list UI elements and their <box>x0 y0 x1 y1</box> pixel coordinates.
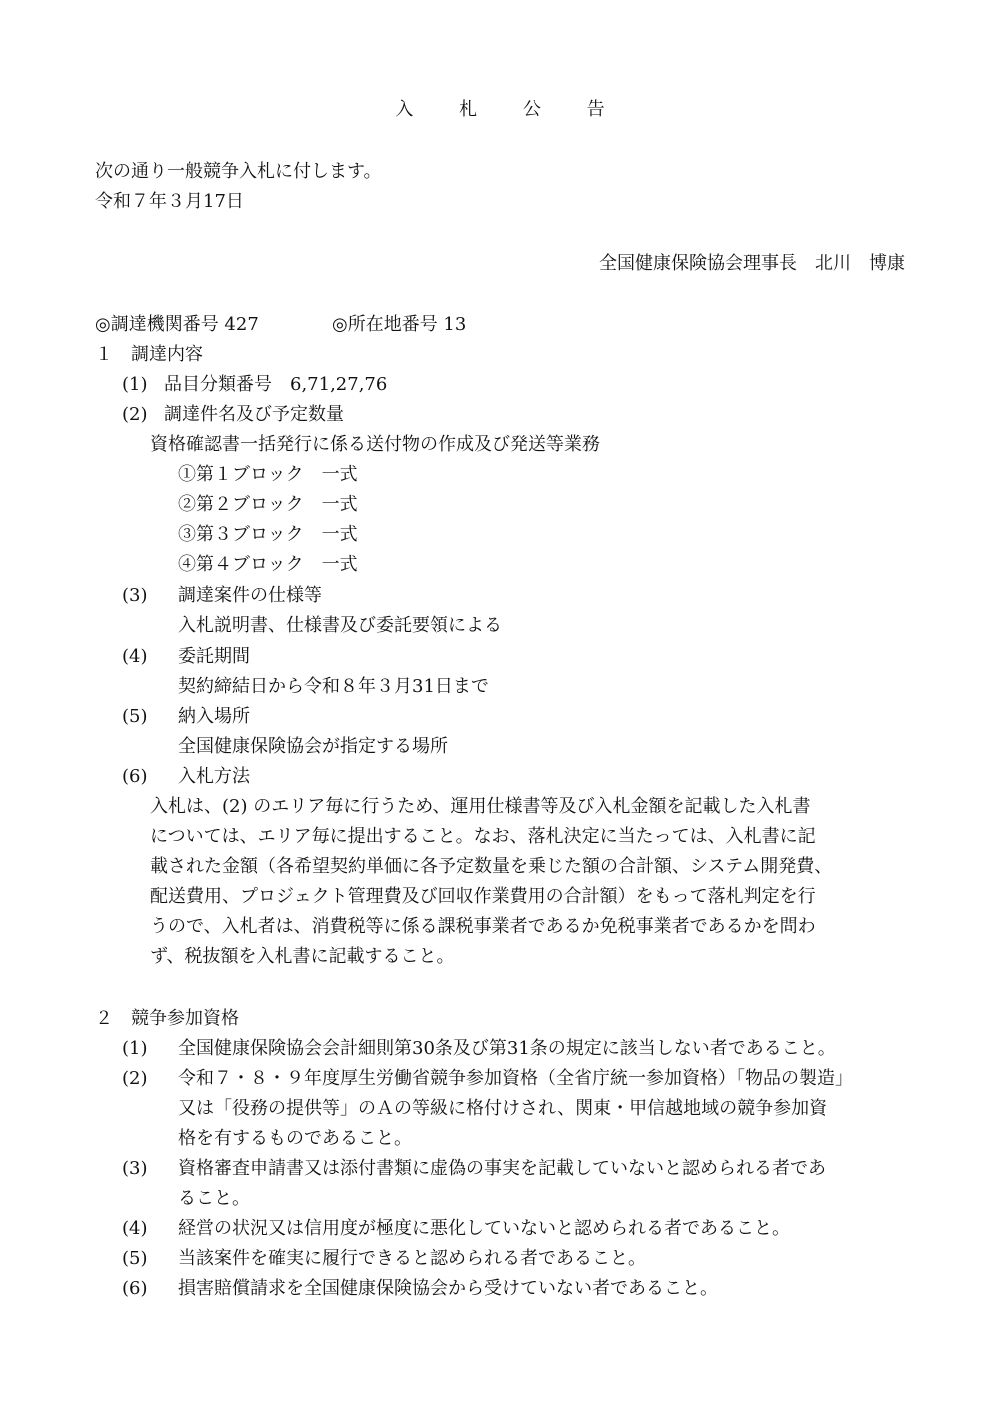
item-text: 資格審査申請書又は添付書類に虚偽の事実を記載していないと認められる者であ <box>178 1158 826 1179</box>
item-number: (6) <box>122 766 148 787</box>
section2-item5 <box>122 1247 646 1271</box>
item-text: 調達案件の仕様等 <box>178 585 322 606</box>
notice-date: 令和７年３月17日 <box>95 191 244 212</box>
issuer-name: 全国健康保険協会理事長 北川 博康 <box>599 253 905 274</box>
section2-item6 <box>122 1277 718 1301</box>
item-text: 経営の状況又は信用度が極度に悪化していないと認められる者であること。 <box>178 1218 790 1239</box>
item-number: (5) <box>122 706 148 727</box>
item-text: 損害賠償請求を全国健康保険協会から受けていない者であること。 <box>178 1278 718 1299</box>
item-text: 納入場所 <box>178 706 250 727</box>
item-text: 令和７・８・９年度厚生労働省競争参加資格（全省庁統一参加資格）「物品の製造」 <box>178 1068 853 1089</box>
paragraph-line: 載された金額（各希望契約単価に各予定数量を乗じた額の合計額、システム開発費、 <box>150 856 833 877</box>
item-number: (4) <box>122 1218 148 1239</box>
section1-item2 <box>122 403 344 427</box>
item-detail: 全国健康保険協会が指定する場所 <box>178 736 448 757</box>
item-text: 調達件名及び予定数量 <box>164 404 344 425</box>
section1-item1 <box>122 373 387 397</box>
block-item: ①第１ブロック 一式 <box>178 464 358 485</box>
item-number: (2) <box>122 1068 148 1089</box>
page-title: 入 札 公 告 <box>395 99 625 120</box>
item-continuation: 又は「役務の提供等」のＡの等級に格付けされ、関東・甲信越地域の競争参加資 <box>178 1098 828 1119</box>
section2-heading: ２ 競争参加資格 <box>95 1008 239 1029</box>
paragraph-line: 配送費用、プロジェクト管理費及び回収作業費用の合計額）をもって落札判定を行 <box>150 886 816 907</box>
section1-heading: １ 調達内容 <box>95 344 203 365</box>
block-item: ②第２ブロック 一式 <box>178 494 358 515</box>
item-detail: 入札説明書、仕様書及び委託要領による <box>178 615 502 636</box>
section2-item2 <box>122 1067 853 1091</box>
section1-item5 <box>122 705 250 729</box>
item-number: (1) <box>122 1038 148 1059</box>
section1-item4 <box>122 645 250 669</box>
paragraph-line: 入札は、(2) のエリア毎に行うため、運用仕様書等及び入札金額を記載した入札書 <box>150 796 811 817</box>
item-number: (4) <box>122 646 148 667</box>
section2-item3 <box>122 1157 826 1181</box>
item-text: 当該案件を確実に履行できると認められる者であること。 <box>178 1248 646 1269</box>
item-number: (5) <box>122 1248 148 1269</box>
agency-code: ◎調達機関番号 427 <box>95 314 259 335</box>
item-number: (6) <box>122 1278 148 1299</box>
section1-item3 <box>122 584 322 608</box>
section2-item4 <box>122 1217 790 1241</box>
item-continuation: ること。 <box>178 1188 250 1209</box>
item-text: 品目分類番号 6,71,27,76 <box>164 374 388 395</box>
location-code: ◎所在地番号 13 <box>332 314 467 335</box>
block-item: ④第４ブロック 一式 <box>178 554 358 575</box>
item-text: 入札方法 <box>178 766 250 787</box>
item-number: (2) <box>122 404 148 425</box>
paragraph-line: については、エリア毎に提出すること。なお、落札決定に当たっては、入札書に記 <box>150 826 816 847</box>
procurement-name: 資格確認書一括発行に係る送付物の作成及び発送等業務 <box>150 434 600 455</box>
item-text: 全国健康保険協会会計細則第30条及び第31条の規定に該当しない者であること。 <box>178 1038 836 1059</box>
section2-item1 <box>122 1037 836 1061</box>
paragraph-line: うので、入札者は、消費税等に係る課税事業者であるか免税事業者であるかを問わ <box>150 916 816 937</box>
block-item: ③第３ブロック 一式 <box>178 524 358 545</box>
item-text: 委託期間 <box>178 646 250 667</box>
paragraph-line: ず、税抜額を入札書に記載すること。 <box>150 946 455 967</box>
item-number: (3) <box>122 1158 148 1179</box>
intro-text: 次の通り一般競争入札に付します。 <box>95 161 382 182</box>
item-continuation: 格を有するものであること。 <box>178 1128 412 1149</box>
item-number: (3) <box>122 585 148 606</box>
section1-item6 <box>122 765 250 789</box>
item-detail: 契約締結日から令和８年３月31日まで <box>178 676 489 697</box>
item-number: (1) <box>122 374 148 395</box>
